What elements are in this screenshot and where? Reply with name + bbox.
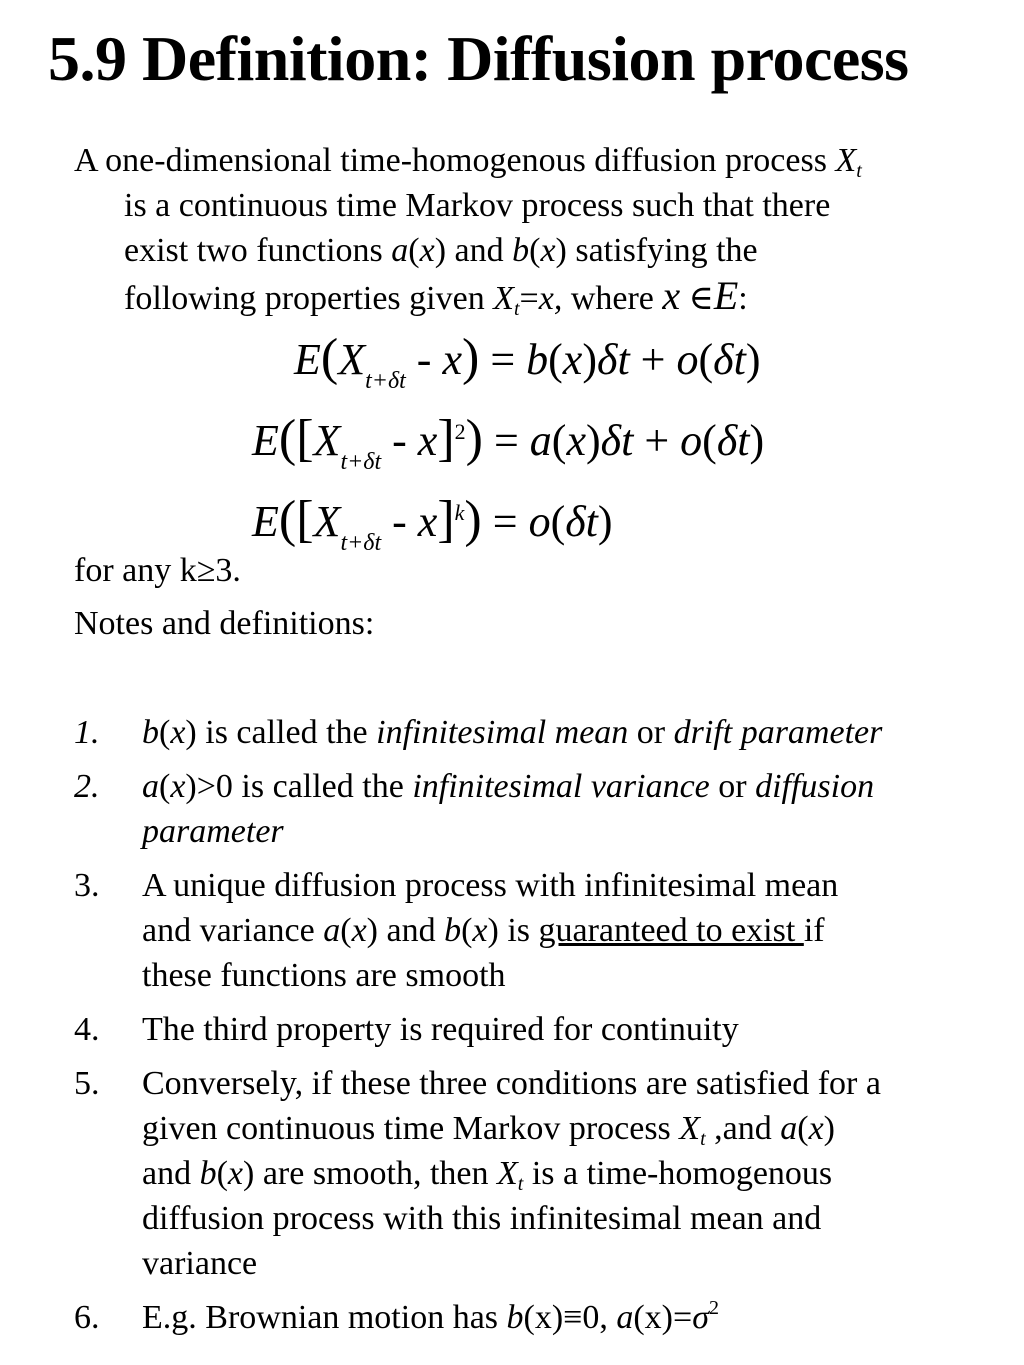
bracket-close: ]	[437, 410, 455, 467]
equals-sign: =	[519, 280, 539, 317]
var-b: b	[512, 232, 530, 269]
minus: -	[381, 497, 418, 546]
paren-open: (	[278, 491, 297, 548]
colon: :	[738, 280, 748, 317]
var-x: x	[170, 714, 186, 751]
notes-list	[74, 710, 994, 1349]
sub-t-plus-dt: t+δt	[340, 449, 382, 475]
item-text: ,and	[705, 1110, 781, 1147]
var-a: a	[142, 768, 159, 805]
var-a: a	[323, 912, 341, 949]
var-X: X	[313, 416, 341, 465]
item-text: Conversely, if these three conditions are satisfied for a	[142, 1065, 881, 1102]
term-drift-parameter: drift parameter	[673, 714, 883, 751]
intro-line-2: is a continuous time Markov process such that there	[124, 187, 831, 224]
item-text: and	[142, 1155, 200, 1192]
var-x: x	[662, 273, 681, 318]
var-b: b	[199, 1155, 217, 1192]
var-x: x	[566, 416, 586, 465]
list-item: 3. A unique diffusion process with infinitesimal mean and variance a(x) and b(x) is guaranteed to exist if these functions are smooth	[74, 863, 994, 998]
var-x: x	[808, 1110, 824, 1147]
var-X: X	[497, 1155, 518, 1192]
equals-sign: =	[481, 497, 529, 546]
intro-text: and	[446, 232, 513, 269]
delta-t: δt	[565, 497, 598, 546]
item-text: is called the	[196, 714, 377, 751]
item-text: (x)≡0,	[523, 1299, 617, 1336]
for-any-k: for any k≥3.	[74, 552, 241, 589]
var-sigma: σ	[692, 1299, 709, 1336]
plus: +	[629, 335, 677, 384]
item-text: are smooth, then	[254, 1155, 498, 1192]
underlined-guaranteed: guaranteed to exist	[538, 912, 804, 949]
little-o: o	[680, 416, 703, 465]
item-number: 1.	[74, 714, 100, 751]
item-number: 5.	[74, 1065, 100, 1102]
intro-text: exist two functions	[124, 232, 392, 269]
var-x: x	[562, 335, 583, 384]
minus: -	[405, 335, 443, 384]
sub-t: t	[856, 160, 862, 182]
expectation-E: E	[252, 416, 279, 465]
var-x: x	[351, 912, 367, 949]
sub-t: t	[700, 1128, 706, 1150]
var-b: b	[506, 1299, 524, 1336]
term-infinitesimal-variance: infinitesimal variance	[412, 768, 710, 805]
definition-paragraph	[74, 138, 974, 321]
var-E: E	[713, 273, 739, 318]
element-of-symbol: ∈	[688, 280, 714, 317]
equation-higher-moments: $E([X_{t+\delta t} - x]^k) = o(\delta t)$	[252, 491, 613, 556]
paren-close: )	[464, 491, 482, 548]
exponent-2: 2	[454, 419, 466, 444]
var-b: b	[444, 912, 462, 949]
item-text: is a time-homogenous	[523, 1155, 833, 1192]
intro-text: satisfying the	[566, 232, 758, 269]
intro-line-4	[74, 273, 974, 321]
var-b: b	[526, 335, 549, 384]
item-text: given continuous time Markov process	[142, 1110, 680, 1147]
item-text: A unique diffusion process with infinitesimal mean	[142, 867, 839, 904]
item-text: variance	[142, 1245, 258, 1282]
equals-sign: =	[479, 335, 527, 384]
sub-t-plus-dt: t+δt	[365, 368, 406, 394]
notes-heading: Notes and definitions:	[74, 605, 375, 642]
little-o: o	[676, 335, 699, 384]
minus: -	[381, 416, 418, 465]
var-x: x	[417, 416, 438, 465]
var-a: a	[529, 416, 552, 465]
item-number: 2.	[74, 768, 100, 805]
item-text: these functions are smooth	[142, 957, 506, 994]
bracket-open: [	[296, 410, 314, 467]
equation-drift: $E(X_{t+\delta t} - x) = b(x)\delta t + o(\delta t)$	[294, 329, 761, 394]
var-a: a	[616, 1299, 634, 1336]
delta-t: δt	[600, 416, 634, 465]
item-text: or	[628, 714, 674, 751]
item-text: and	[377, 912, 445, 949]
var-x: x	[442, 335, 462, 384]
expectation-E: E	[294, 335, 321, 384]
item-text: diffusion process with this infinitesimal mean and	[142, 1200, 822, 1237]
equation-variance: $E([X_{t+\delta t} - x]^2) = a(x)\delta t + o(\delta t)$	[252, 410, 765, 475]
delta-t: δt	[596, 335, 630, 384]
exponent-k: k	[454, 500, 465, 525]
var-b: b	[142, 714, 159, 751]
item-number: 6.	[74, 1299, 100, 1336]
item-number: 3.	[74, 867, 100, 904]
intro-text: where	[562, 280, 663, 317]
item-text: if	[803, 912, 825, 949]
delta-t: δt	[713, 335, 746, 384]
var-X: X	[493, 280, 514, 317]
item-text: is	[498, 912, 539, 949]
term-infinitesimal-mean: infinitesimal mean	[376, 714, 629, 751]
intro-line-3: exist two functions a(x) and b(x) satisfying the	[124, 232, 758, 269]
item-text: and variance	[142, 912, 324, 949]
var-x: x	[170, 768, 186, 805]
sub-t: t	[517, 1173, 524, 1195]
exponent-2: 2	[708, 1297, 719, 1319]
item-number: 4.	[74, 1011, 100, 1048]
list-item	[74, 1007, 994, 1052]
sub-t-plus-dt: t+δt	[340, 530, 382, 556]
item-text: The third property is required for continuity	[142, 1011, 739, 1048]
little-o: o	[528, 497, 551, 546]
var-x: x	[538, 280, 554, 317]
var-x: x	[419, 232, 435, 269]
item-text: >0 is called the	[196, 768, 413, 805]
term-diffusion: diffusion	[755, 768, 875, 805]
comma: ,	[553, 280, 563, 317]
delta-t: δt	[716, 416, 750, 465]
list-item: 2. a(x)>0 is called the infinitesimal variance or diffusion parameter	[74, 764, 994, 854]
paren-open: (	[320, 329, 339, 386]
slide-title: 5.9 Definition: Diffusion process	[48, 23, 909, 94]
var-x: x	[472, 912, 488, 949]
equals-sign: =	[482, 416, 530, 465]
intro-text: following properties given	[124, 280, 494, 317]
plus: +	[633, 416, 681, 465]
paren-close: )	[465, 410, 483, 467]
item-text: (x)=	[633, 1299, 693, 1336]
var-a: a	[780, 1110, 798, 1147]
expectation-E: E	[252, 497, 279, 546]
list-item	[74, 1295, 994, 1340]
bracket-close: ]	[437, 491, 455, 548]
var-X: X	[338, 335, 366, 384]
var-x: x	[540, 232, 556, 269]
intro-line-1	[74, 138, 974, 183]
term-parameter: parameter	[142, 813, 284, 850]
sub-t: t	[513, 298, 520, 320]
var-X: X	[835, 142, 857, 179]
paren-open: (	[278, 410, 297, 467]
item-text: or	[709, 768, 756, 805]
intro-text: A one-dimensional time-homogenous diffusion process	[74, 142, 836, 179]
var-x: x	[417, 497, 438, 546]
var-X: X	[313, 497, 341, 546]
list-item: 1. b(x) is called the infinitesimal mean or drift parameter	[74, 710, 994, 755]
paren-close: )	[461, 329, 480, 386]
item-text: E.g. Brownian motion has	[142, 1299, 507, 1336]
var-x: x	[227, 1155, 244, 1192]
list-item: 5. Conversely, if these three conditions are satisfied for a given continuous time Markov process $X_t$ ,and a(x) and b(x) are smooth, then $X_t$ is a time-homogenous diffusion process with this infinitesimal mean and variance	[74, 1061, 994, 1286]
bracket-open: [	[296, 491, 314, 548]
var-X: X	[679, 1110, 701, 1147]
var-a: a	[391, 232, 409, 269]
